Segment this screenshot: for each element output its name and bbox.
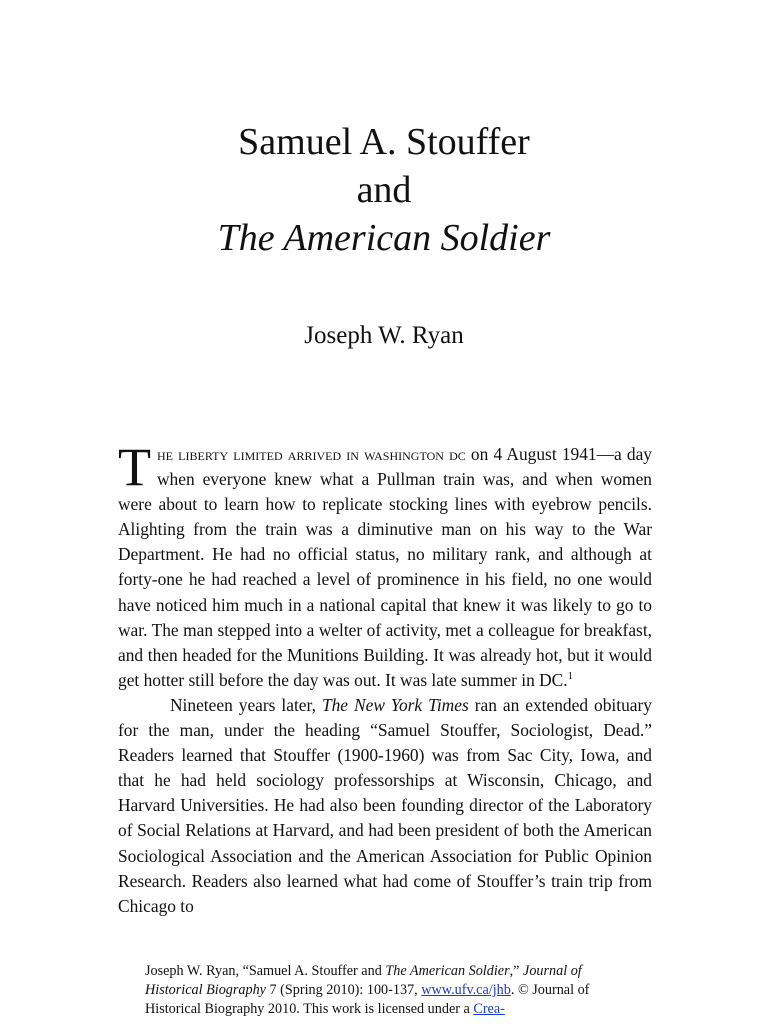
article-title <box>0 118 768 262</box>
citation-footer <box>145 962 615 1019</box>
paragraph-1 <box>118 437 652 693</box>
author-name: Joseph W. Ryan <box>304 322 464 349</box>
journal-link[interactable]: www.ufv.ca/jhb <box>421 982 511 998</box>
footer-italic-2: Journal of Historical Biography <box>145 963 582 998</box>
license-link[interactable]: Crea- <box>473 1001 505 1017</box>
paragraph-2-text: ran an extended obituary for the man, under the heading “Samuel Stouffer, Sociologist, Dead.” Readers learned that Stouffer (1900-1960) was from Sac City, Iowa, and that he had held sociology professorships at Wisconsin, Chicago, and Harvard Universities. He had also been founding director of the Laboratory of Social Relations at Harvard, and had been president of both the American Sociological Association and the American Association for Public Opinion Research. Readers also learned what had come of Stouffer’s train trip from Chicago to <box>118 694 652 916</box>
footer-part-4: . © Journal of Historical Biography 2010. This work is licensed under a <box>145 982 590 1017</box>
opening-small-caps: he liberty limited arrived in washington dc <box>157 444 466 464</box>
footer-italic-1: The American Soldier <box>385 963 510 979</box>
footer-part-1: Joseph W. Ryan, “Samuel A. Stouffer and <box>145 963 386 979</box>
drop-cap: T <box>118 437 151 497</box>
paragraph-2-italic: The New York Times <box>321 694 469 715</box>
footnote-ref-1[interactable]: 1 <box>567 669 574 682</box>
title-line-1: Samuel A. Stouffer <box>238 121 530 163</box>
title-line-3: The American Soldier <box>217 217 551 259</box>
footer-part-3: 7 (Spring 2010): 100-137, <box>265 982 422 998</box>
article-body <box>118 437 652 919</box>
paragraph-2 <box>118 693 652 919</box>
footer-part-2: ,” <box>509 963 524 979</box>
paragraph-2-lead: Nineteen years later, <box>170 694 322 715</box>
paragraph-1-text: on 4 August 1941—a day when everyone knew what a Pullman train was, and when women were about to learn how to replicate stocking lines with eyebrow pencils. Alighting from the train was a diminutive man on his way to the War Department. He had no official status, no military rank, and although at forty-one he had reached a level of prominence in his field, no one would have noticed him much in a national capital that knew it was likely to go to war. The man stepped into a welter of activity, met a colleague for breakfast, and then headed for the Munitions Building. It was already hot, but it would get hotter still before the day was out. It was late summer in DC. <box>118 444 652 690</box>
title-line-2: and <box>356 169 412 211</box>
